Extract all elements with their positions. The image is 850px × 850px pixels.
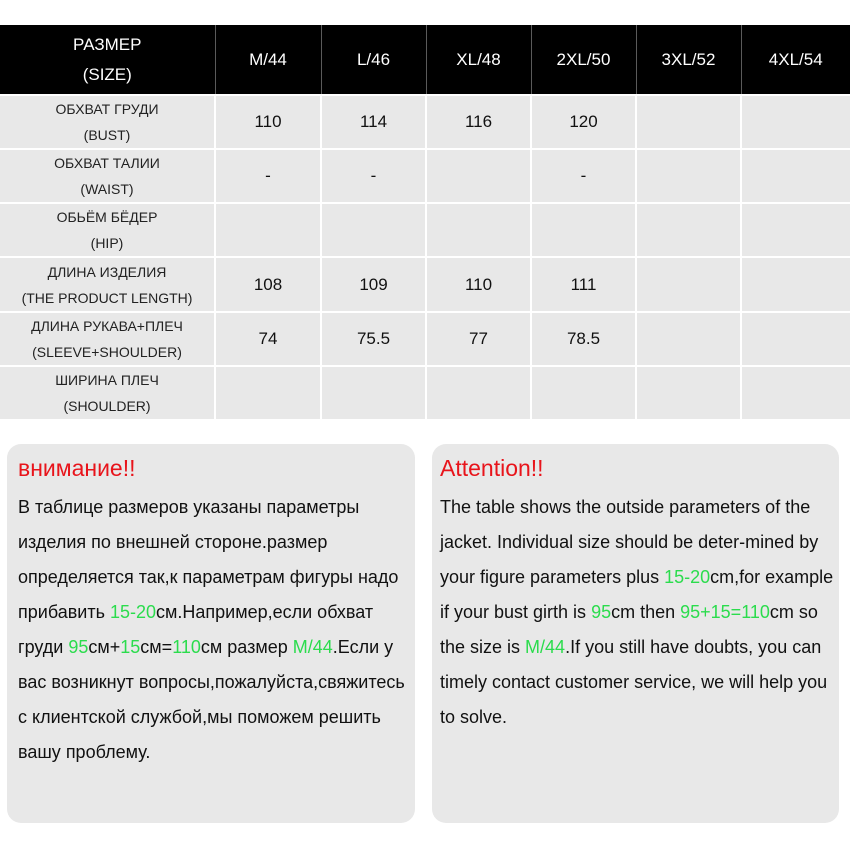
table-cell: 114 xyxy=(321,95,426,149)
notice-highlight: 95+15=110 xyxy=(680,602,770,622)
table-cell xyxy=(741,203,850,257)
row-label-en: (WAIST) xyxy=(80,181,134,198)
table-cell: 110 xyxy=(426,257,531,311)
notice-highlight: M/44 xyxy=(525,637,566,657)
notice-highlight: M/44 xyxy=(292,637,333,657)
table-cell: 77 xyxy=(426,312,531,366)
row-label xyxy=(0,257,215,311)
notice-highlight: 15-20 xyxy=(664,567,711,587)
table-cell xyxy=(321,203,426,257)
row-label xyxy=(0,312,215,366)
notice-text: см+ xyxy=(88,637,121,657)
table-cell xyxy=(741,312,850,366)
notice-highlight: 95 xyxy=(591,602,612,622)
row-label-en: (THE PRODUCT LENGTH) xyxy=(21,289,193,306)
notice-text: см.Например,если обхват груди xyxy=(18,602,374,657)
table-cell xyxy=(636,312,741,366)
table-cell: 120 xyxy=(531,95,636,149)
table-cell xyxy=(741,95,850,149)
size-column-header: XL/48 xyxy=(426,25,531,95)
table-row xyxy=(0,257,850,311)
notice-text: The table shows the outside parameters of the jacket. Individual size should be deter-mined by your figure parameters plus xyxy=(440,497,819,587)
notice-text-ru xyxy=(18,490,415,770)
notice-title-en: Attention!! xyxy=(440,455,544,481)
row-label-ru: ДЛИНА ИЗДЕЛИЯ xyxy=(47,263,167,280)
size-header-label xyxy=(0,25,215,95)
row-label-en: (SHOULDER) xyxy=(63,397,151,414)
notice-highlight: 95 xyxy=(68,637,89,657)
table-cell xyxy=(741,149,850,203)
table-cell xyxy=(636,366,741,419)
row-label xyxy=(0,203,215,257)
row-label xyxy=(0,95,215,149)
notice-text: .If you still have doubts, you can timely contact customer service, we will help you to solve. xyxy=(440,637,828,727)
table-cell: - xyxy=(215,149,321,203)
table-cell: 108 xyxy=(215,257,321,311)
table-row xyxy=(0,95,850,149)
table-cell xyxy=(321,366,426,419)
notice-text: cm so the size is xyxy=(440,602,818,657)
notice-text: cm,for example if your bust girth is xyxy=(440,567,834,622)
table-cell: 109 xyxy=(321,257,426,311)
table-cell: - xyxy=(531,149,636,203)
notice-text: В таблице размеров указаны параметры изделия по внешней стороне.размер определяется так,к параметрам фигуры надо прибавить xyxy=(18,497,399,622)
size-column-header: 2XL/50 xyxy=(531,25,636,95)
row-label-ru: ШИРИНА ПЛЕЧ xyxy=(55,371,159,388)
table-cell xyxy=(426,149,531,203)
size-header-label-en: (SIZE) xyxy=(82,64,132,84)
size-column-header: 4XL/54 xyxy=(741,25,850,95)
table-row xyxy=(0,366,850,419)
row-label-ru: ДЛИНА РУКАВА+ПЛЕЧ xyxy=(31,317,183,334)
size-chart-table xyxy=(0,25,850,419)
table-cell xyxy=(636,149,741,203)
table-cell xyxy=(636,257,741,311)
size-header-label-ru: РАЗМЕР xyxy=(73,34,142,54)
table-cell: 116 xyxy=(426,95,531,149)
attention-notice-en xyxy=(432,444,839,823)
size-header-row xyxy=(0,25,850,95)
size-column-header: M/44 xyxy=(215,25,321,95)
notice-text: см= xyxy=(140,637,173,657)
table-row xyxy=(0,149,850,203)
row-label xyxy=(0,149,215,203)
notice-text-en xyxy=(440,490,839,735)
row-label-ru: ОБХВАТ ГРУДИ xyxy=(55,101,159,118)
table-row xyxy=(0,203,850,257)
attention-notice-ru xyxy=(7,444,415,823)
size-column-header: 3XL/52 xyxy=(636,25,741,95)
table-cell: 110 xyxy=(215,95,321,149)
table-cell xyxy=(741,366,850,419)
notice-text: .Если у вас возникнут вопросы,пожалуйста,свяжитесь с клиентской службой,мы поможем решить вашу проблему. xyxy=(18,637,405,762)
notice-title-ru: внимание!! xyxy=(18,455,136,481)
table-cell xyxy=(426,366,531,419)
notice-highlight: 110 xyxy=(172,637,201,657)
notice-text: cm then xyxy=(611,602,681,622)
table-cell xyxy=(426,203,531,257)
row-label-ru: ОБЬЁМ БЁДЕР xyxy=(56,209,158,226)
notice-highlight: 15 xyxy=(120,637,141,657)
table-cell: 74 xyxy=(215,312,321,366)
row-label-en: (BUST) xyxy=(83,127,131,144)
table-cell: 111 xyxy=(531,257,636,311)
table-cell xyxy=(531,203,636,257)
row-label-en: (HIP) xyxy=(90,235,124,252)
table-row xyxy=(0,312,850,366)
table-cell xyxy=(636,95,741,149)
row-label-ru: ОБХВАТ ТАЛИИ xyxy=(54,155,160,172)
row-label xyxy=(0,366,215,419)
table-cell xyxy=(215,366,321,419)
row-label-en: (SLEEVE+SHOULDER) xyxy=(32,343,182,360)
table-cell xyxy=(741,257,850,311)
table-cell: - xyxy=(321,149,426,203)
table-cell xyxy=(636,203,741,257)
table-cell: 78.5 xyxy=(531,312,636,366)
size-column-header: L/46 xyxy=(321,25,426,95)
table-cell: 75.5 xyxy=(321,312,426,366)
notice-text: см размер xyxy=(200,637,293,657)
notice-highlight: 15-20 xyxy=(109,602,157,622)
table-cell xyxy=(215,203,321,257)
table-cell xyxy=(531,366,636,419)
